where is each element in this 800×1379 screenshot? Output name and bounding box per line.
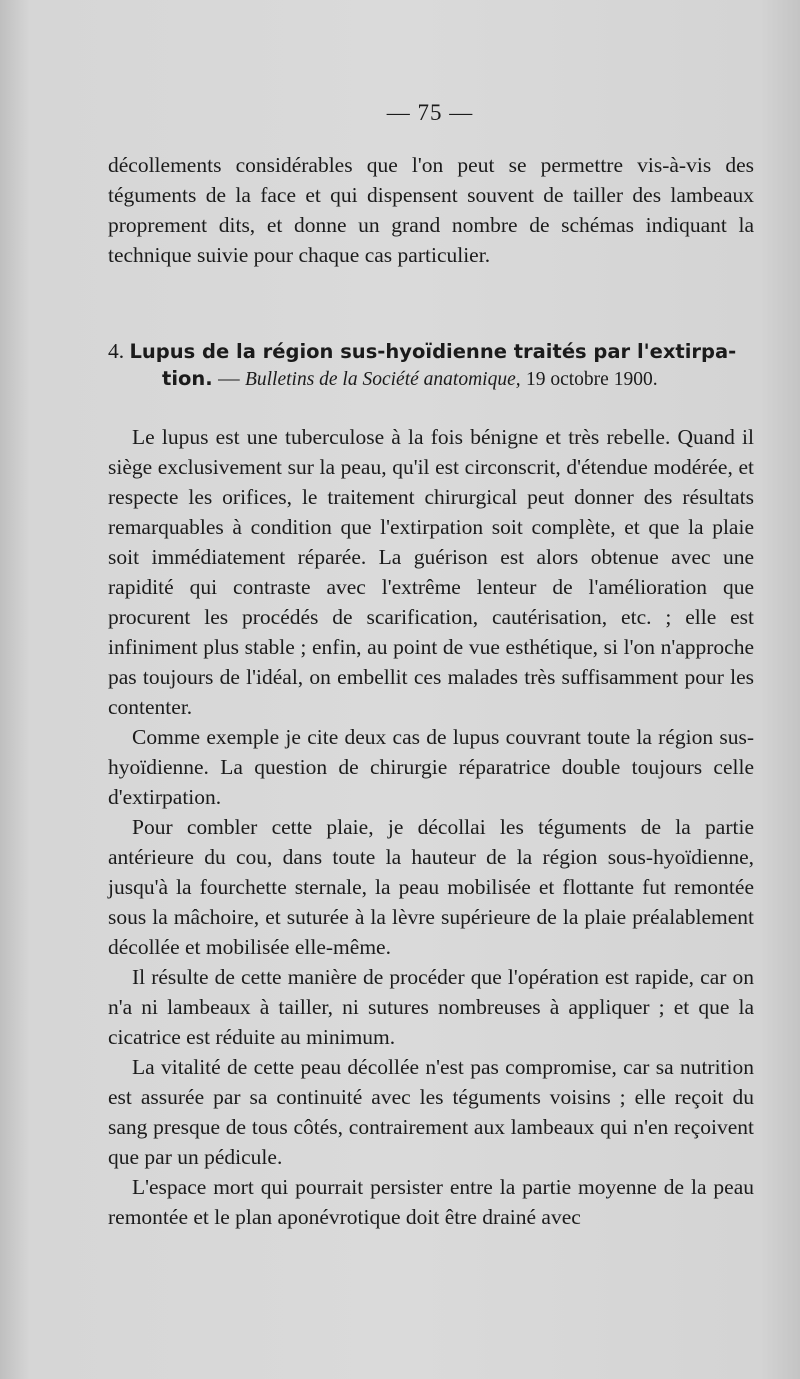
- body-paragraph: Il résulte de cette manière de procéder que l'opération est rapide, car on n'a ni lambeaux à tailler, ni sutures nombreuses à appliquer ; et que la cicatrice est réduite au minimum.: [108, 965, 754, 1049]
- section-source: Bulletins de la Société anatomique,: [244, 369, 521, 390]
- body-paragraph: Comme exemple je cite deux cas de lupus couvrant toute la région sus-hyoïdienne. La question de chirurgie réparatrice double toujours celle d'extirpation.: [108, 725, 754, 809]
- page-number: — 75 —: [386, 100, 474, 125]
- section-heading: [108, 338, 754, 393]
- body-paragraph: Le lupus est une tuberculose à la fois bénigne et très rebelle. Quand il siège exclusivement sur la peau, qu'il est circonscrit, d'étendue modérée, et respecte les orifices, le traitement chirurgical peut donner des résultats remarquables à condition que l'extirpation soit complète, et que la plaie soit immédiatement réparée. La guérison est alors obtenue avec une rapidité qui contraste avec l'extrême lenteur de l'amélioration que procurent les procédés de scarification, cautérisation, etc. ; elle est infiniment plus stable ; enfin, au point de vue esthétique, si l'on n'approche pas toujours de l'idéal, on embellit ces malades très suffisamment pour les contenter.: [108, 425, 754, 719]
- section-date: 19 octobre 1900.: [525, 369, 658, 390]
- section-number: 4.: [108, 339, 125, 363]
- body-paragraph: L'espace mort qui pourrait persister entre la partie moyenne de la peau remontée et le plan aponévrotique doit être drainé avec: [108, 1175, 754, 1229]
- body-paragraph: Pour combler cette plaie, je décollai les téguments de la partie antérieure du cou, dans toute la hauteur de la région sous-hyoïdienne, jusqu'à la fourchette sternale, la peau mobilisée et flottante fut remontée sous la mâchoire, et suturée à la lèvre supérieure de la plaie préalablement décollée et mobilisée elle-même.: [108, 815, 754, 959]
- body-text-block: [108, 422, 754, 1232]
- heading-dash: —: [218, 366, 240, 390]
- intro-text-block: [108, 150, 754, 270]
- section-title-line2: tion.: [162, 367, 213, 390]
- section-title-line1: Lupus de la région sus-hyoïdienne traités par l'extirpa-: [129, 340, 737, 363]
- body-paragraph: La vitalité de cette peau décollée n'est pas compromise, car sa nutrition est assurée par sa continuité avec les téguments voisins ; elle reçoit du sang presque de tous côtés, contrairement aux lambeaux qui n'en reçoivent que par un pédicule.: [108, 1055, 754, 1169]
- intro-paragraph: décollements considérables que l'on peut se permettre vis-à-vis des téguments de la face et qui dispensent souvent de tailler des lambeaux proprement dits, et donne un grand nombre de schémas indiquant la technique suivie pour chaque cas particulier.: [108, 153, 754, 267]
